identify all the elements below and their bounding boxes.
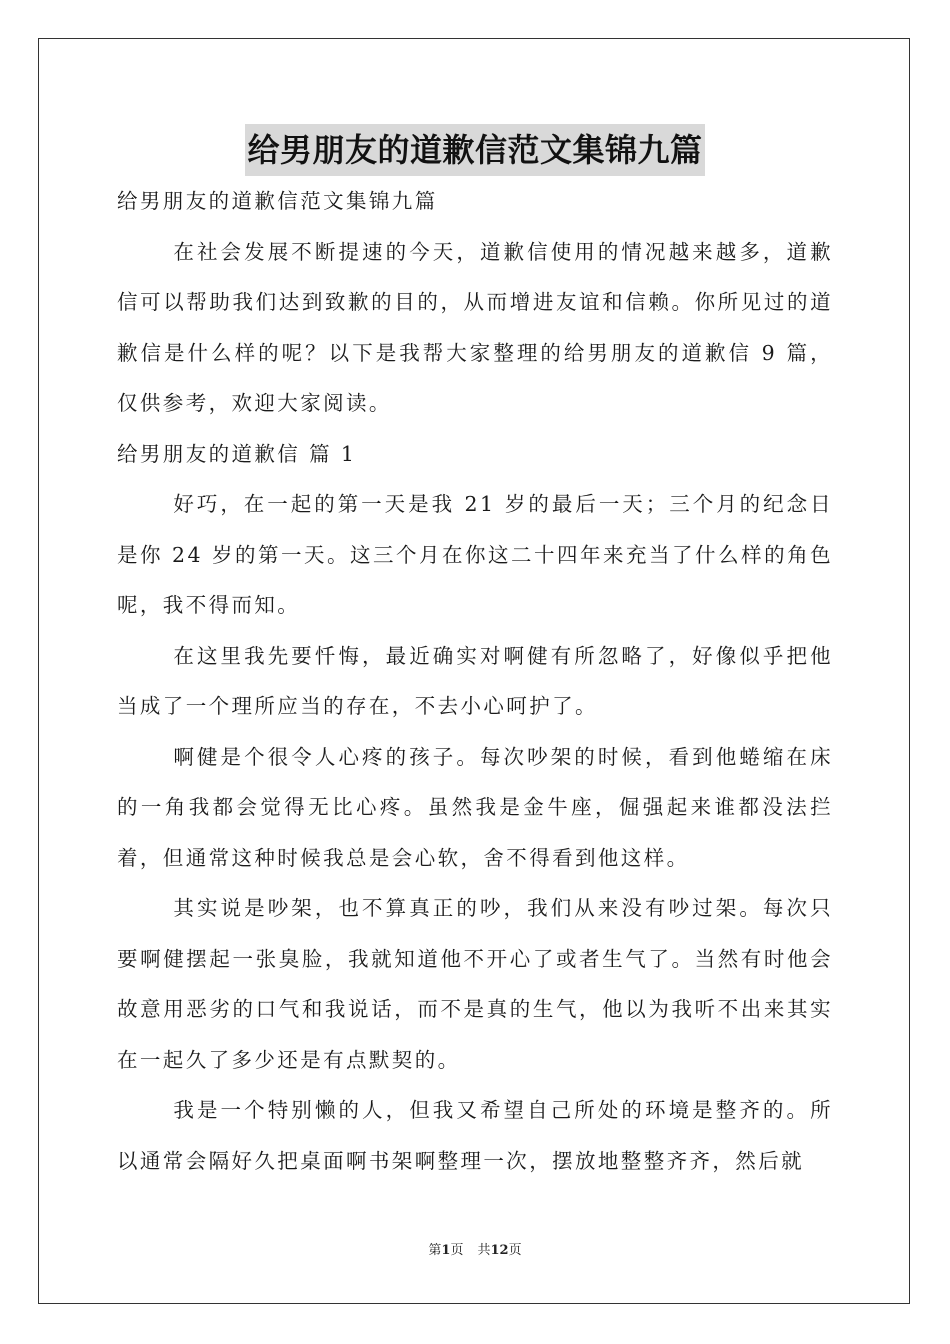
- document-body: [117, 176, 833, 1186]
- title-container: [0, 124, 950, 176]
- total-unit: 页: [508, 1243, 522, 1258]
- page-footer: [0, 1242, 950, 1260]
- intro-paragraph: 在社会发展不断提速的今天，道歉信使用的情况越来越多，道歉信可以帮助我们达到致歉的目的，从而增进友谊和信赖。你所见过的道歉信是什么样的呢？以下是我帮大家整理的给男朋友的道歉信 9 篇，仅供参考，欢迎大家阅读。: [117, 239, 833, 415]
- body-paragraph: 好巧，在一起的第一天是我 21 岁的最后一天；三个月的纪念日是你 24 岁的第一天。这三个月在你这二十四年来充当了什么样的角色呢，我不得而知。: [117, 492, 833, 617]
- body-paragraph: 在这里我先要忏悔，最近确实对啊健有所忽略了，好像似乎把他当成了一个理所应当的存在，不去小心呵护了。: [117, 643, 833, 718]
- body-paragraph: 其实说是吵架，也不算真正的吵，我们从来没有吵过架。每次只要啊健摆起一张臭脸，我就知道他不开心了或者生气了。当然有时他会故意用恶劣的口气和我说话，而不是真的生气，他以为我听不出来其实在一起久了多少还是有点默契的。: [117, 896, 833, 1072]
- section-heading: 给男朋友的道歉信 篇 1: [117, 441, 357, 466]
- document-subtitle: 给男朋友的道歉信范文集锦九篇: [117, 189, 438, 213]
- page-unit: 页: [450, 1243, 464, 1258]
- body-paragraph: 我是一个特别懒的人，但我又希望自己所处的环境是整齐的。所以通常会隔好久把桌面啊书架啊整理一次，摆放地整整齐齐，然后就: [117, 1098, 833, 1173]
- total-prefix: 共: [477, 1243, 491, 1258]
- document-title: 给男朋友的道歉信范文集锦九篇: [245, 124, 704, 176]
- page-prefix: 第: [428, 1243, 442, 1258]
- current-page-number: 1: [441, 1243, 451, 1258]
- body-paragraph: 啊健是个很令人心疼的孩子。每次吵架的时候，看到他蜷缩在床的一角我都会觉得无比心疼。虽然我是金牛座，倔强起来谁都没法拦着，但通常这种时候我总是会心软，舍不得看到他这样。: [117, 744, 833, 870]
- total-page-number: 12: [490, 1243, 509, 1258]
